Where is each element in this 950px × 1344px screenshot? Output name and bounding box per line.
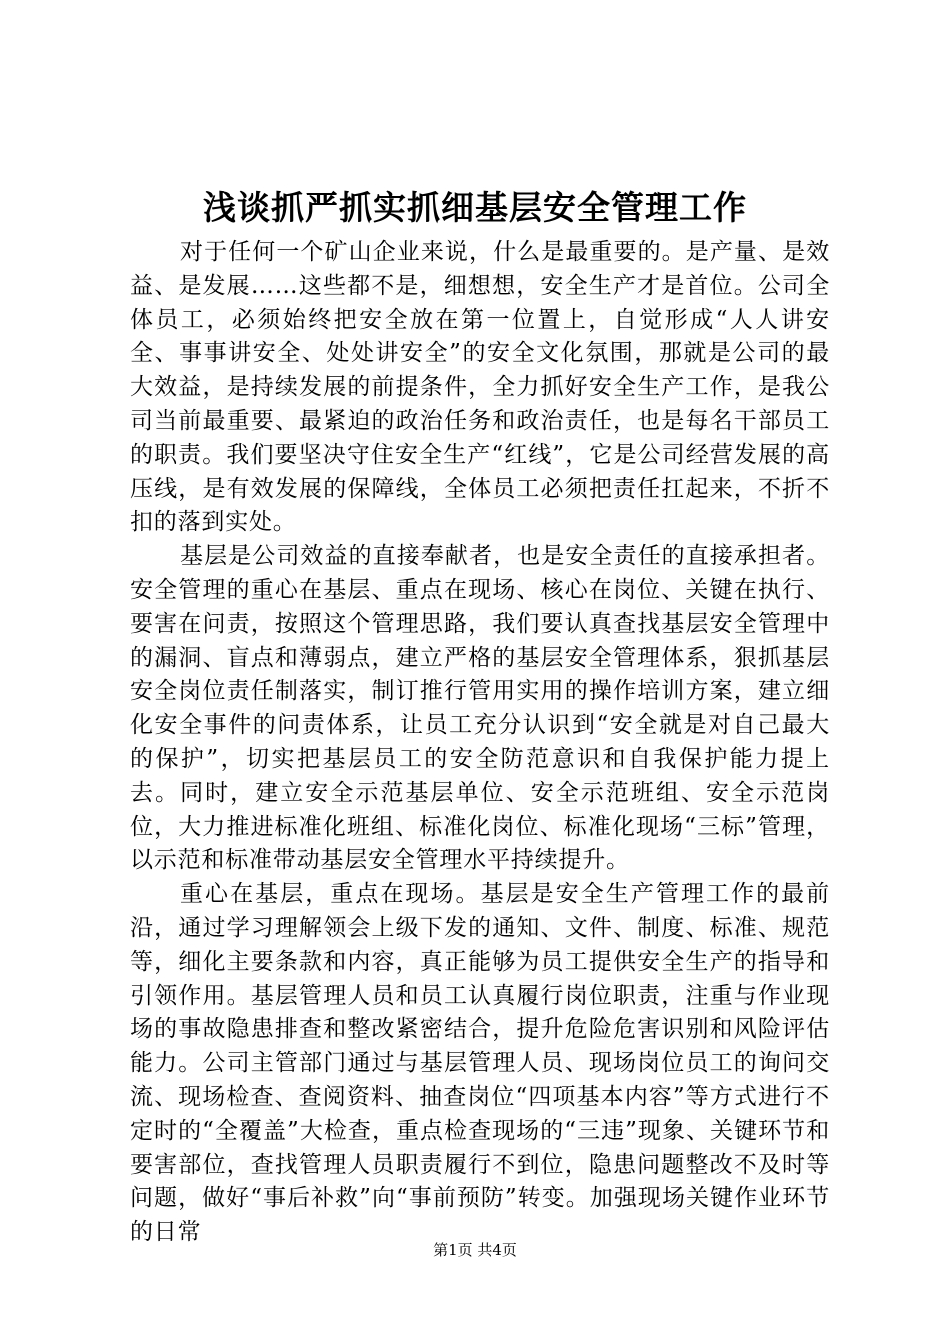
- paragraph-1: 对于任何一个矿山企业来说，什么是最重要的。是产量、是效益、是发展……这些都不是，细想想，安全生产才是首位。公司全体员工，必须始终把安全放在第一位置上，自觉形成“人人讲安全、事事讲安全、处处讲安全”的安全文化氛围，那就是公司的最大效益，是持续发展的前提条件，全力抓好安全生产工作，是我公司当前最重要、最紧迫的政治任务和政治责任，也是每名干部员工的职责。我们要坚决守住安全生产“红线”，它是公司经营发展的高压线，是有效发展的保障线，全体员工必须把责任扛起来，不折不扣的落到实处。: [130, 239, 830, 536]
- document-body: [130, 236, 830, 1250]
- paragraph-2: 基层是公司效益的直接奉献者，也是安全责任的直接承担者。安全管理的重心在基层、重点在现场、核心在岗位、关键在执行、要害在问责，按照这个管理思路，我们要认真查找基层安全管理中的漏洞、盲点和薄弱点，建立严格的基层安全管理体系，狠抓基层安全岗位责任制落实，制订推行管用实用的操作培训方案，建立细化安全事件的问责体系，让员工充分认识到“安全就是对自己最大的保护”，切实把基层员工的安全防范意识和自我保护能力提上去。同时，建立安全示范基层单位、安全示范班组、安全示范岗位，大力推进标准化班组、标准化岗位、标准化现场“三标”管理，以示范和标准带动基层安全管理水平持续提升。: [130, 543, 830, 874]
- document-title: 浅谈抓严抓实抓细基层安全管理工作: [203, 188, 747, 227]
- paragraph-3: 重心在基层，重点在现场。基层是安全生产管理工作的最前沿，通过学习理解领会上级下发的通知、文件、制度、标准、规范等，细化主要条款和内容，真正能够为员工提供安全生产的指导和引领作用。基层管理人员和员工认真履行岗位职责，注重与作业现场的事故隐患排查和整改紧密结合，提升危险危害识别和风险评估能力。公司主管部门通过与基层管理人员、现场岗位员工的询问交流、现场检查、查阅资料、抽查岗位“四项基本内容”等方式进行不定时的“全覆盖”大检查，重点检查现场的“三违”现象、关键环节和要害部位，查找管理人员职责履行不到位，隐患问题整改不及时等问题，做好“事后补救”向“事前预防”转变。加强现场关键作业环节的日常: [130, 881, 830, 1246]
- page-footer: 第1页 共4页: [433, 1241, 517, 1259]
